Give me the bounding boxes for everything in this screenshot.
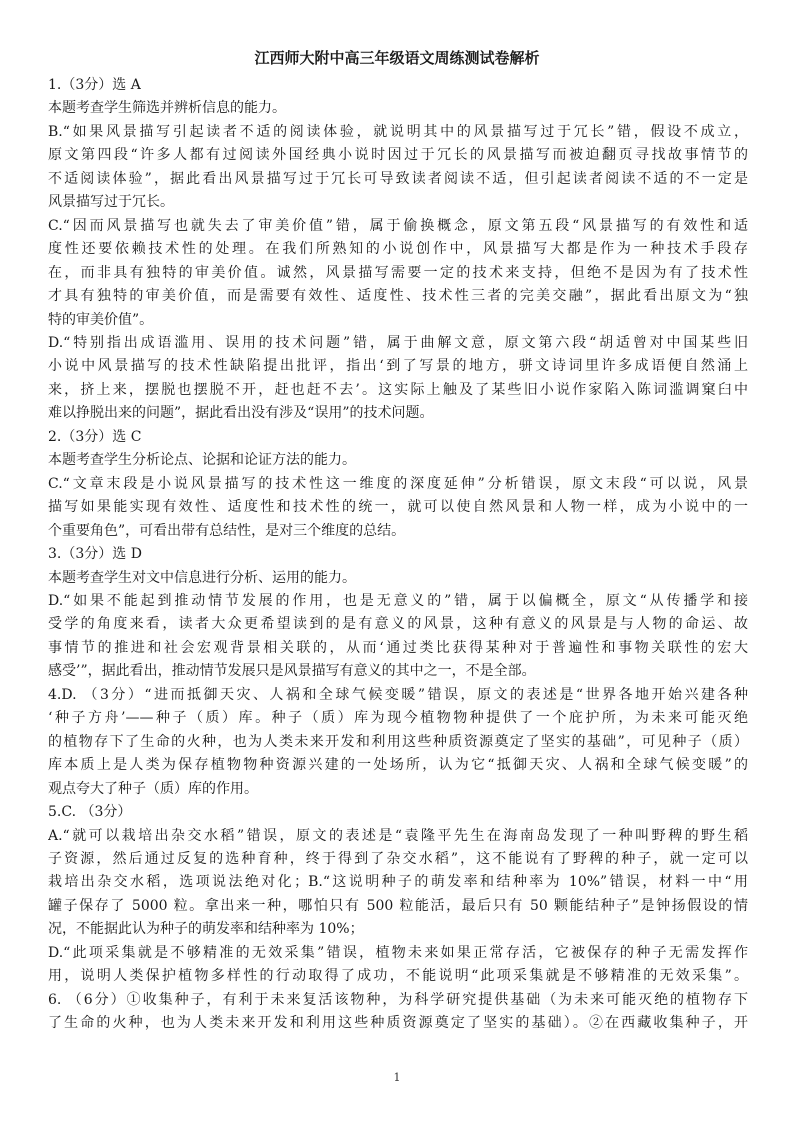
text-line: 的植物存下了生命的火种，也为人类未来开发和利用这些种质资源奠定了坚实的基础”，可见种子（质） (48, 733, 748, 750)
text-line: 度性还要依赖技术性的处理。在我们所熟知的小说创作中，风景描写大都是作为一种技术手段存 (48, 241, 748, 258)
text-line: 栽培出杂交水稻，选项说法绝对化；B.“这说明种子的萌发率和结种率为 10%”错误，材料一中“用 (48, 874, 748, 891)
text-line: 6. （6分）①收集种子，有利于未来复活该物种，为科学研究提供基础（为未来可能灭绝的植物存下 (48, 991, 748, 1008)
text-line: 子资源，然后通过反复的选种育种，终于得到了杂交水稻”，这不能说有了野稗的种子，就一定可以 (48, 850, 748, 867)
text-line: 观点夸大了种子（质）库的作用。 (48, 780, 258, 797)
text-line: D.“特别指出成语滥用、误用的技术问题”错，属于曲解文意，原文第六段“胡适曾对中国某些旧 (48, 334, 748, 351)
text-line: 才具有独特的审美价值，而是需要有效性、适度性、技术性三者的完美交融”，据此看出原文为“独 (48, 288, 748, 305)
text-line: 3.（3分）选 D (48, 546, 142, 563)
text-line: 况，不能据此认为种子的萌发率和结种率为 10%； (48, 921, 364, 938)
text-line: 本题考查学生对文中信息进行分析、运用的能力。 (48, 569, 356, 586)
text-line: 风景描写过于冗长。 (48, 194, 174, 211)
text-line: 本题考查学生分析论点、论据和论证方法的能力。 (48, 452, 356, 469)
text-line: 用，说明人类保护植物多样性的行动取得了成功，不能说明“此项采集就是不够精准的无效采集”。 (48, 968, 748, 985)
text-line: 库本质上是人类为保存植物物种资源兴建的一处场所，认为它“抵御天灾、人祸和全球气候变暖”的 (48, 757, 748, 774)
text-line: 本题考查学生筛选并辨析信息的能力。 (48, 100, 286, 117)
text-line: ‘种子方舟’——种子（质）库。种子（质）库为现今植物物种提供了一个庇护所，为未来可能灭绝 (48, 710, 748, 727)
page-title: 江西师大附中高三年级语文周练测试卷解析 (254, 49, 540, 67)
page-number: 1 (393, 1071, 401, 1084)
text-line: 个重要角色”，可看出带有总结性，是对三个维度的总结。 (48, 522, 406, 539)
text-line: 难以挣脱出来的问题”，据此看出没有涉及“误用”的技术问题。 (48, 405, 434, 422)
text-line: 特的审美价值”。 (48, 311, 154, 328)
text-line: 受学的角度来看，读者大众更希望读到的是有意义的风景，这种有意义的风景是与人物的命运、故 (48, 616, 748, 633)
text-line: 不适阅读体验”，据此看出风景描写过于冗长可导致读者阅读不适，但引起读者阅读不适的不一定是 (48, 170, 748, 187)
text-line: 罐子保存了 5000 粒。拿出来一种，哪怕只有 500 粒能活，最后只有 50 颗能结种子”是钟扬假设的情 (48, 897, 748, 914)
text-line: D.“此项采集就是不够精准的无效采集”错误，植物未来如果正常存活，它被保存的种子无需发挥作 (48, 944, 748, 961)
text-line: 来，挤上来，摆脱也摆脱不开，赶也赶不去’。这实际上触及了某些旧小说作家陷入陈词滥调窠臼中 (48, 381, 748, 398)
text-line: 小说中风景描写的技术性缺陷提出批评，指出‘到了写景的地方，骈文诗词里许多成语便自然涌上 (48, 358, 748, 375)
text-line: 4.D. （3分）“进而抵御天灾、人祸和全球气候变暖”错误，原文的表述是“世界各地开始兴建各种 (48, 686, 748, 703)
text-line: 在，而非具有独特的审美价值。诚然，风景描写需要一定的技术来支持，但绝不是因为有了技术性 (48, 264, 748, 281)
text-line: 2.（3分）选 C (48, 428, 142, 445)
text-line: D.“如果不能起到推动情节发展的作用，也是无意义的”错，属于以偏概全，原文“从传播学和接 (48, 592, 748, 609)
text-line: C.“文章末段是小说风景描写的技术性这一维度的深度延伸”分析错误，原文末段“可以说，风景 (48, 475, 748, 492)
text-line: 感受’”，据此看出，推动情节发展只是风景描写有意义的其中之一，不是全部。 (48, 663, 536, 680)
text-line: 1.（3分）选 A (48, 77, 141, 93)
document-body (48, 74, 748, 1036)
text-line: A.“就可以栽培出杂交水稻”错误，原文的表述是“袁隆平先生在海南岛发现了一种叫野稗的野生稻 (48, 827, 748, 844)
text-line: 5.C. （3分） (48, 804, 132, 821)
text-line: 原文第四段“许多人都有过阅读外国经典小说时因过于冗长的风景描写而被迫翻页寻找故事情节的 (48, 147, 748, 164)
text-line: C.“因而风景描写也就失去了审美价值”错，属于偷换概念，原文第五段“风景描写的有效性和适 (48, 217, 748, 234)
text-line: 了生命的火种，也为人类未来开发和利用这些种质资源奠定了坚实的基础）。②在西藏收集种子，开 (48, 1015, 748, 1032)
text-line: 事情节的推进和社会宏观背景相关联的，从而‘通过类比获得某种对于普遍性和事物关联性的宏大 (48, 639, 748, 656)
text-line: 描写如果能实现有效性、适度性和技术性的统一，就可以使自然风景和人物一样，成为小说中的一 (48, 499, 748, 516)
text-line: B.“如果风景描写引起读者不适的阅读体验，就说明其中的风景描写过于冗长”错，假设不成立， (48, 123, 748, 140)
